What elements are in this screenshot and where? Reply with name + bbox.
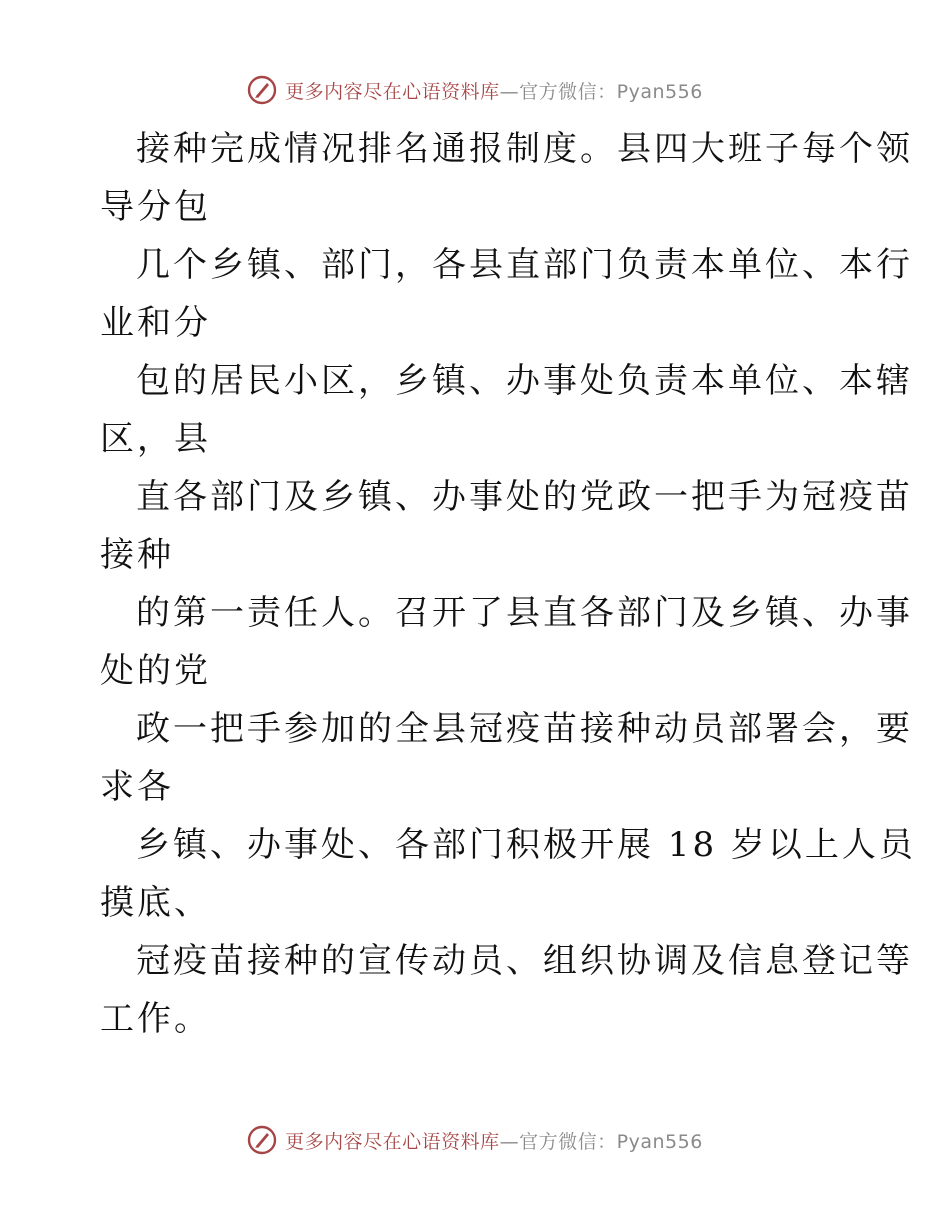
banner-main-text: 更多内容尽在心语资料库 bbox=[285, 1130, 500, 1153]
banner-main-text: 更多内容尽在心语资料库 bbox=[285, 80, 500, 103]
header-banner bbox=[0, 70, 950, 110]
banner-sub-text: —官方微信：Pyan556 bbox=[499, 80, 703, 103]
text-line: 的第一责任人。召开了县直各部门及乡镇、办事 bbox=[136, 593, 913, 633]
text-line: 接种完成情况排名通报制度。县四大班子每个领 bbox=[136, 129, 913, 169]
text-line: 包的居民小区，乡镇、办事处负责本单位、本辖 bbox=[136, 361, 913, 401]
text-line: 冠疫苗接种的宣传动员、组织协调及信息登记等 bbox=[136, 941, 913, 981]
text-line: 工作。 bbox=[100, 999, 211, 1039]
quill-logo-icon bbox=[247, 75, 277, 105]
banner-text bbox=[285, 1127, 703, 1154]
footer-banner bbox=[0, 1120, 950, 1160]
text-line: 区，县 bbox=[100, 419, 211, 459]
text-line: 直各部门及乡镇、办事处的党政一把手为冠疫苗 bbox=[136, 477, 913, 517]
banner-sub-text: —官方微信：Pyan556 bbox=[499, 1130, 703, 1153]
text-line: 导分包 bbox=[100, 187, 211, 227]
text-line: 求各 bbox=[100, 767, 174, 807]
quill-logo-icon bbox=[247, 1125, 277, 1155]
text-line: 几个乡镇、部门，各县直部门负责本单位、本行 bbox=[136, 245, 913, 285]
text-line: 摸底、 bbox=[100, 883, 211, 923]
text-line: 政一把手参加的全县冠疫苗接种动员部署会，要 bbox=[136, 709, 913, 749]
text-line: 接种 bbox=[100, 535, 174, 575]
text-line: 业和分 bbox=[100, 303, 211, 343]
document-body bbox=[100, 120, 916, 1048]
text-line: 乡镇、办事处、各部门积极开展 18 岁以上人员 bbox=[136, 825, 916, 865]
text-line: 处的党 bbox=[100, 651, 211, 691]
banner-text bbox=[285, 77, 703, 104]
